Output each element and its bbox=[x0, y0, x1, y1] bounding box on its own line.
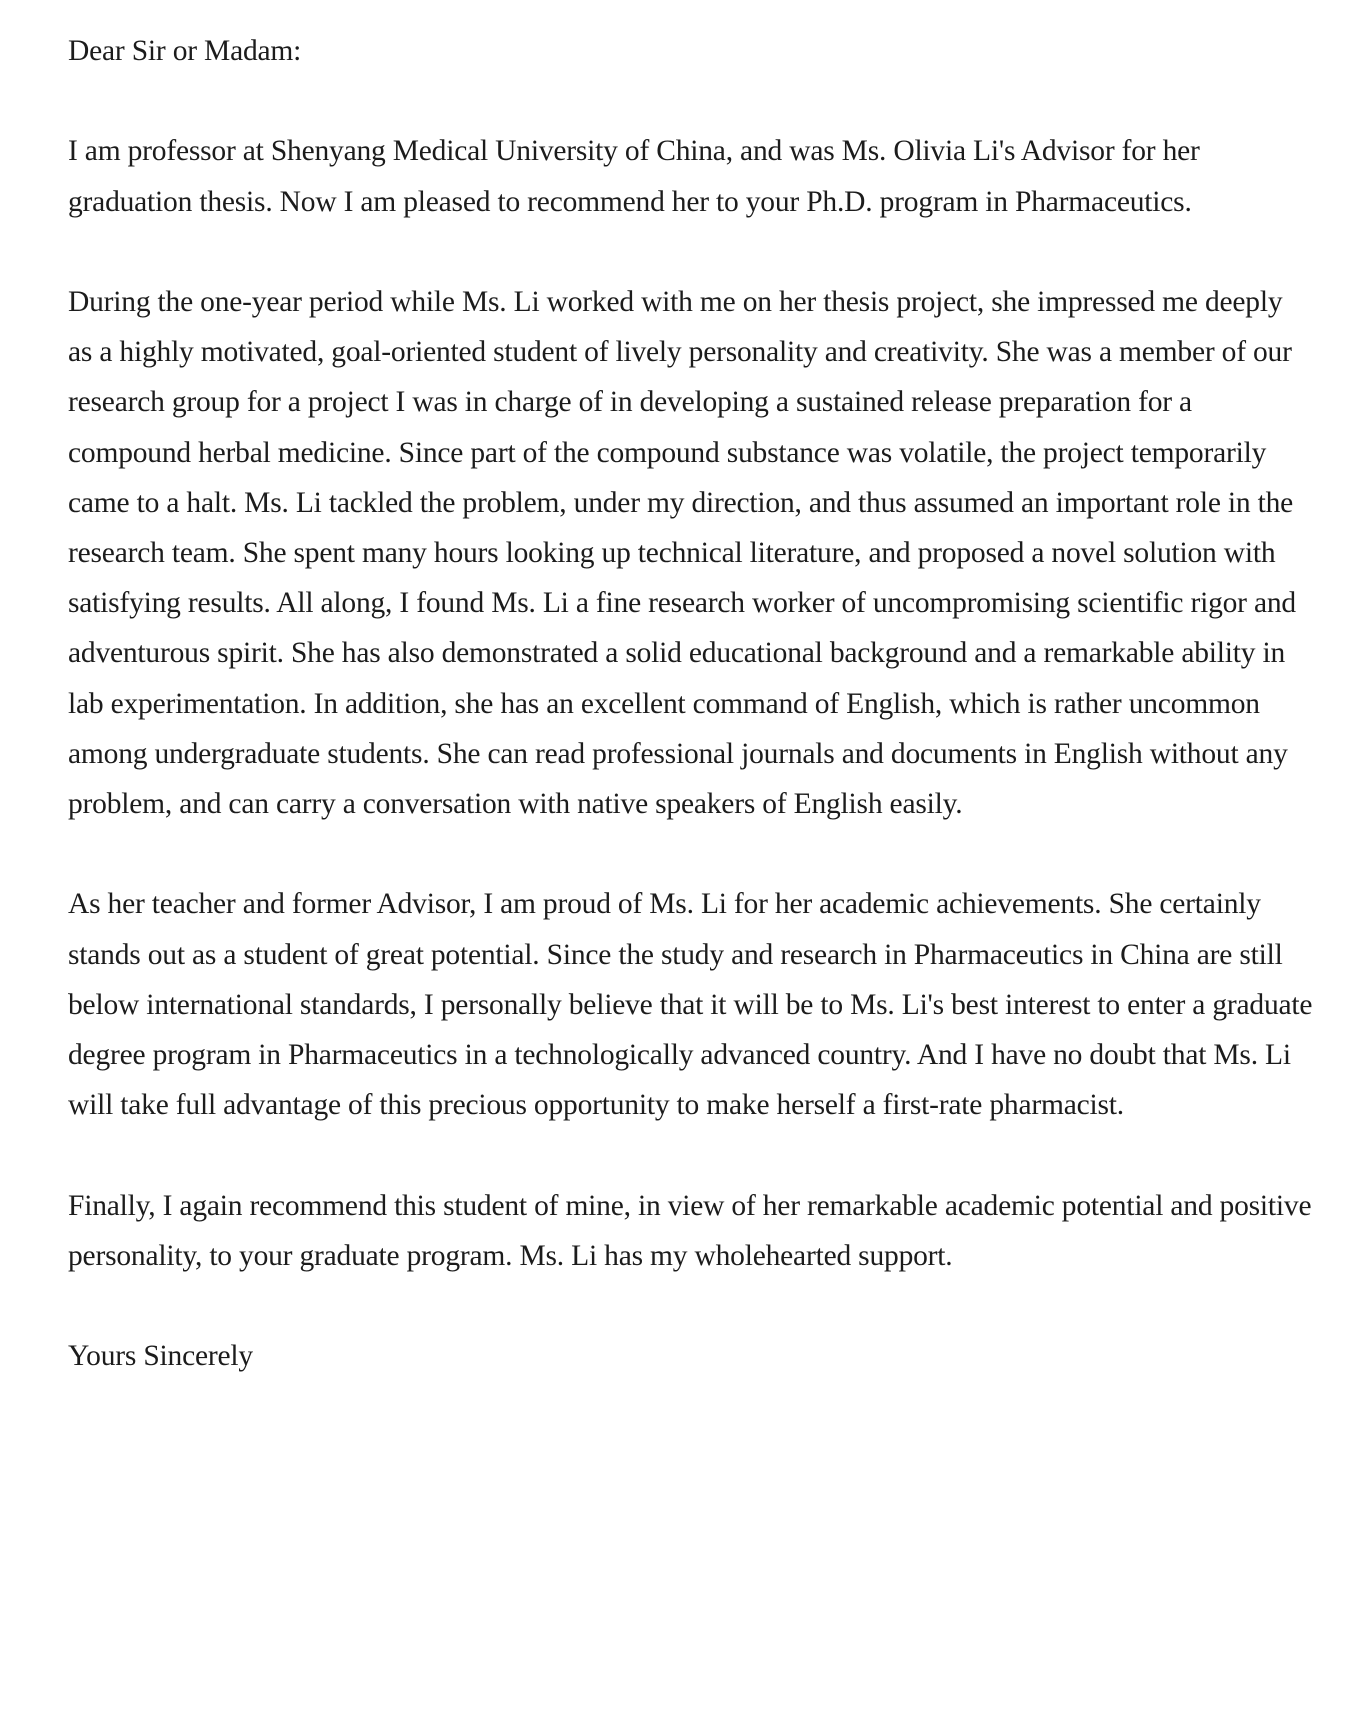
paragraph-achievements: As her teacher and former Advisor, I am proud of Ms. Li for her academic achievements. She certainly stands out as a student of great potential. Since the study and research in Pharmaceutics in China are still below international standards, I personally believe that it will be to Ms. Li's best interest to enter a graduate degree program in Pharmaceutics in a technologically advanced country. And I have no doubt that Ms. Li will take full advantage of this precious opportunity to make herself a first-rate pharmacist. bbox=[68, 888, 1313, 1122]
closing: Yours Sincerely bbox=[68, 1340, 253, 1373]
paragraph-research-work: During the one-year period while Ms. Li worked with me on her thesis project, she impressed me deeply as a highly motivated, goal-oriented student of lively personality and creativity. She was a member of our research group for a project I was in charge of in developing a sustained release preparation for a compound herbal medicine. Since part of the compound substance was volatile, the project temporarily came to a halt. Ms. Li tackled the problem, under my direction, and thus assumed an important role in the research team. She spent many hours looking up technical literature, and proposed a novel solution with satisfying results. All along, I found Ms. Li a fine research worker of uncompromising scientific rigor and adventurous spirit. She has also demonstrated a solid educational background and a remarkable ability in lab experimentation. In addition, she has an excellent command of English, which is rather uncommon among undergraduate students. She can read professional journals and documents in English without any problem, and can carry a conversation with native speakers of English easily. bbox=[68, 285, 1296, 821]
paragraph-introduction: I am professor at Shenyang Medical University of China, and was Ms. Olivia Li's Advisor for her graduation thesis. Now I am pleased to recommend her to your Ph.D. program in Pharmaceutics. bbox=[68, 135, 1200, 218]
salutation: Dear Sir or Madam: bbox=[68, 35, 302, 67]
paragraph-recommendation: Finally, I again recommend this student of mine, in view of her remarkable academic potential and positive personality, to your graduate program. Ms. Li has my wholehearted support. bbox=[68, 1189, 1312, 1272]
recommendation-letter bbox=[68, 26, 1313, 1381]
